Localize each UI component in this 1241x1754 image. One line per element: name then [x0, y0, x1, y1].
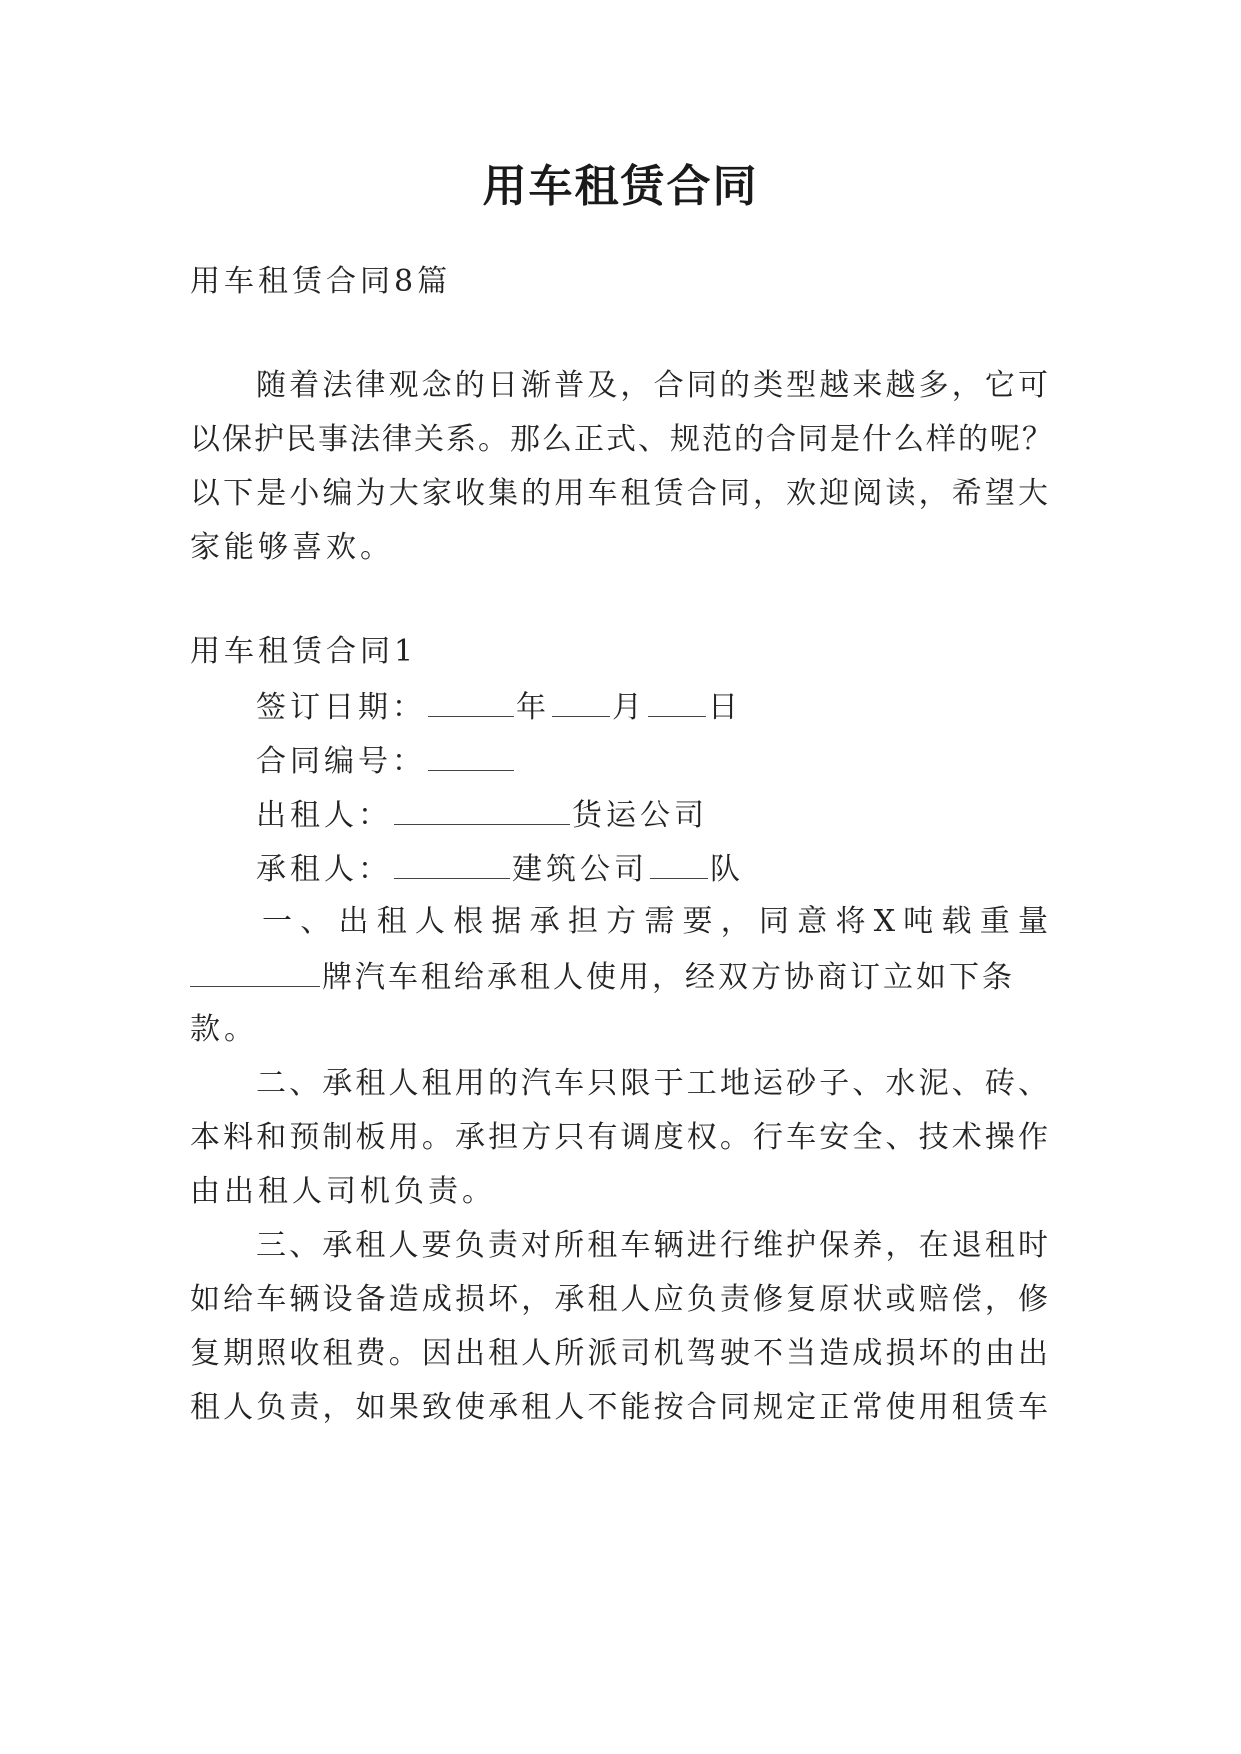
document-subtitle: 用车租赁合同8篇: [190, 264, 452, 299]
document-title: 用车租赁合同: [482, 161, 759, 212]
lessor-blank: [394, 794, 570, 825]
clause2-line-1: 二、承租人租用的汽车只限于工地运砂子、水泥、砖、: [256, 1066, 1050, 1101]
clause1-line-3: 款。: [190, 1012, 258, 1047]
lessor-field: [256, 794, 708, 836]
intro-line-3: 以下是小编为大家收集的用车租赁合同，欢迎阅读，希望大: [190, 476, 1050, 511]
contract-number-field: [256, 740, 516, 782]
brand-blank: [190, 956, 320, 987]
intro-line-2: 以保护民事法律关系。那么正式、规范的合同是什么样的呢？: [190, 422, 1054, 457]
clause2-line-3: 由出租人司机负责。: [190, 1174, 496, 1209]
intro-line-1: 随着法律观念的日渐普及，合同的类型越来越多，它可: [256, 368, 1050, 403]
lessor-suffix: 货运公司: [572, 798, 708, 833]
day-label: 日: [708, 690, 742, 725]
clause3-line-4: 租人负责，如果致使承租人不能按合同规定正常使用租赁车: [190, 1390, 1050, 1425]
contract-number-label: 合同编号：: [256, 744, 426, 779]
year-blank: [428, 686, 514, 717]
clause3-line-1: 三、承租人要负责对所租车辆进行维护保养，在退租时: [256, 1228, 1050, 1263]
section-heading: 用车租赁合同1: [190, 634, 418, 669]
intro-line-4: 家能够喜欢。: [190, 530, 394, 565]
clause2-line-2: 本料和预制板用。承担方只有调度权。行车安全、技术操作: [190, 1120, 1050, 1155]
lessee-label: 承租人：: [256, 852, 392, 887]
lessee-field: [256, 848, 744, 890]
lessee-blank-2: [650, 848, 708, 879]
lessee-mid: 建筑公司: [512, 852, 648, 887]
contract-number-blank: [428, 740, 514, 771]
day-blank: [648, 686, 706, 717]
clause1-line-2: [190, 956, 1050, 998]
sign-date-field: [256, 686, 742, 728]
lessee-blank-1: [394, 848, 510, 879]
clause1-line-1: 一、出租人根据承担方需要，同意将X吨载重量: [262, 904, 1050, 939]
sign-date-label: 签订日期：: [256, 690, 426, 725]
clause1-line-2-text: 牌汽车租给承租人使用，经双方协商订立如下条: [322, 960, 1015, 995]
month-blank: [552, 686, 610, 717]
month-label: 月: [612, 690, 646, 725]
clause3-line-2: 如给车辆设备造成损坏，承租人应负责修复原状或赔偿，修: [190, 1282, 1050, 1317]
clause3-line-3: 复期照收租费。因出租人所派司机驾驶不当造成损坏的由出: [190, 1336, 1050, 1371]
year-label: 年: [516, 690, 550, 725]
lessor-label: 出租人：: [256, 798, 392, 833]
lessee-suffix: 队: [710, 852, 744, 887]
